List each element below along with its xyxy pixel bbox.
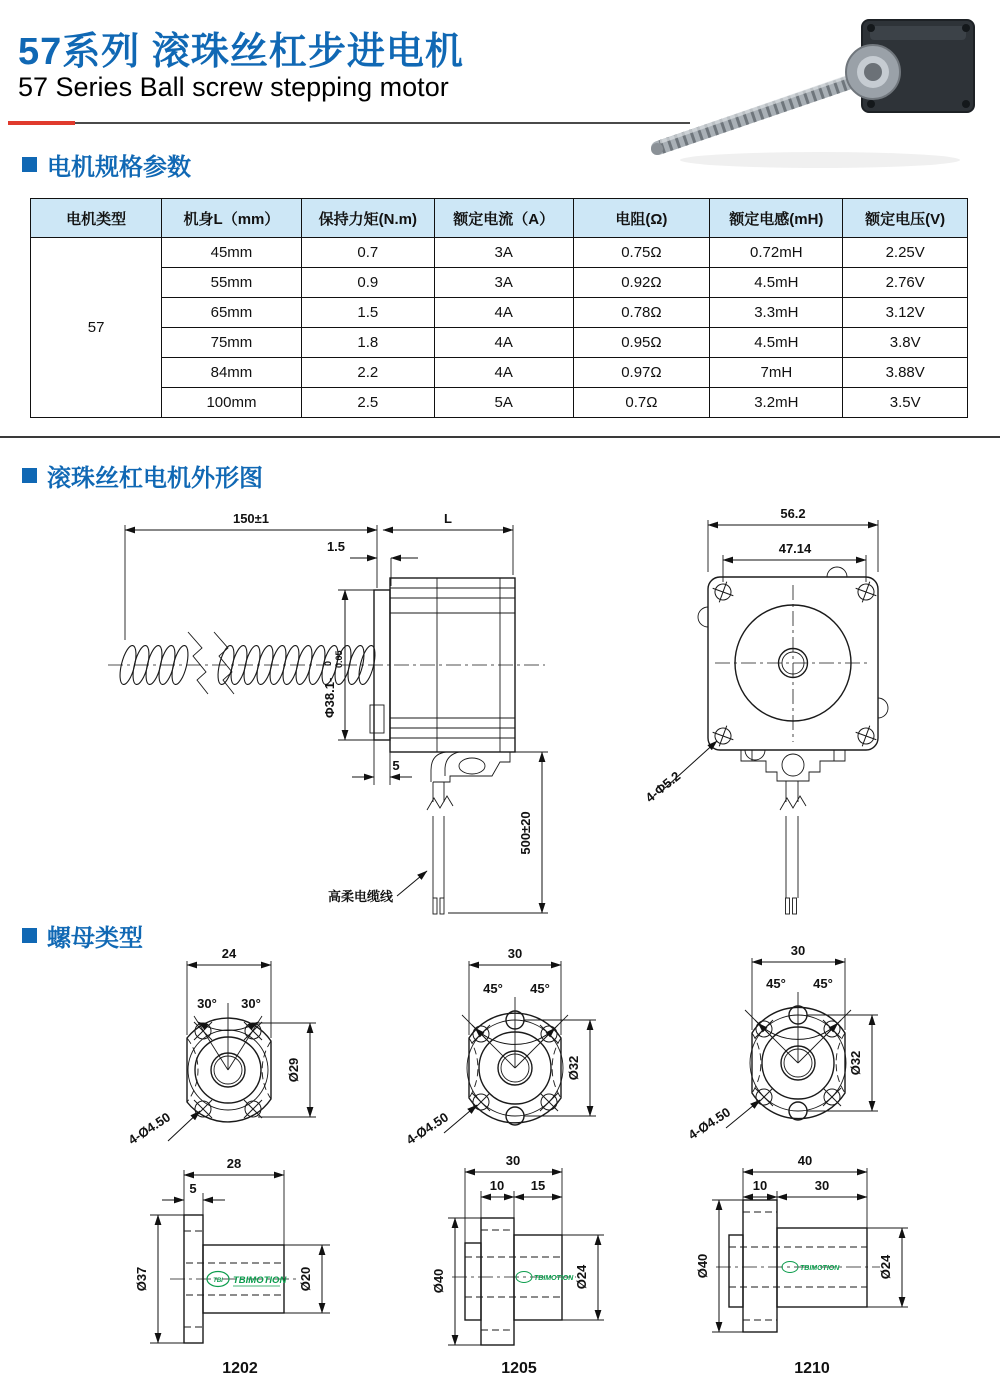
svg-text:0: 0 xyxy=(323,660,333,666)
nut-1210-side-view xyxy=(695,1153,908,1377)
table-cell: 4A xyxy=(434,328,573,358)
nut1-dim-holes: 4-Ø4.50 xyxy=(125,1109,174,1148)
table-header-cell: 电阻(Ω) xyxy=(573,199,710,238)
svg-text:0.05: 0.05 xyxy=(334,650,344,668)
table-cell: 4A xyxy=(434,358,573,388)
product-photo xyxy=(630,8,990,173)
section-title-outline xyxy=(22,458,263,493)
nut-1202-front-view xyxy=(125,946,316,1148)
nut-1202-side-view xyxy=(134,1156,330,1377)
table-cell: 4.5mH xyxy=(710,268,843,298)
section-title-specs-label: 电机规格参数 xyxy=(47,154,191,181)
table-cell: 2.5 xyxy=(301,388,434,418)
table-cell: 75mm xyxy=(162,328,302,358)
table-cell: 3.12V xyxy=(843,298,968,328)
table-cell: 3.88V xyxy=(843,358,968,388)
nut2-dim-length: 30 xyxy=(505,1153,521,1168)
logo-text: TBIMOTION xyxy=(233,1275,287,1286)
table-cell: 4.5mH xyxy=(710,328,843,358)
nut1-dim-bolt-circle: Ø29 xyxy=(286,1057,301,1083)
table-cell: 0.9 xyxy=(301,268,434,298)
table-row xyxy=(31,298,968,328)
outline-side-view xyxy=(108,511,548,914)
dim-front-width: 56.2 xyxy=(780,506,806,521)
nut3-dim-width: 30 xyxy=(790,945,806,958)
nut2-dim-flange-od: Ø40 xyxy=(431,1268,446,1294)
nut1-dim-body-od: Ø20 xyxy=(298,1266,313,1292)
nut2-dim-body-od: Ø24 xyxy=(574,1264,589,1290)
table-header-row xyxy=(31,199,968,238)
table-cell: 0.97Ω xyxy=(573,358,710,388)
table-cell: 3.5V xyxy=(843,388,968,418)
nut2-dim-width: 30 xyxy=(507,946,523,961)
nut1-dim-length: 28 xyxy=(226,1156,242,1171)
nut3-dim-seg2: 30 xyxy=(814,1178,830,1193)
table-cell: 1.8 xyxy=(301,328,434,358)
section-bullet-icon xyxy=(22,157,37,172)
table-cell: 3A xyxy=(434,238,573,268)
dim-spacer: 1.5 xyxy=(326,539,346,554)
nut3-model-label: 1210 xyxy=(794,1360,830,1377)
nut1-dim-flange-t: 5 xyxy=(189,1181,197,1196)
table-cell: 3.2mH xyxy=(710,388,843,418)
table-header-cell: 额定电感(mH) xyxy=(710,199,843,238)
table-row xyxy=(31,358,968,388)
nut3-dim-holes: 4-Ø4.50 xyxy=(685,1104,734,1143)
table-cell: 2.25V xyxy=(843,238,968,268)
nut2-dim-bolt-circle: Ø32 xyxy=(566,1055,581,1081)
header-divider-line xyxy=(8,122,690,124)
nut3-dim-bolt-circle: Ø32 xyxy=(848,1050,863,1076)
dim-hole-pitch: 47.14 xyxy=(778,541,812,556)
table-cell: 0.7 xyxy=(301,238,434,268)
section-title-outline-label: 滚珠丝杠电机外形图 xyxy=(47,465,263,492)
table-cell: 0.75Ω xyxy=(573,238,710,268)
table-cell: 0.72mH xyxy=(710,238,843,268)
tbimotion-logo xyxy=(782,1262,840,1273)
dim-body-length: L xyxy=(444,511,452,526)
table-cell: 2.76V xyxy=(843,268,968,298)
table-cell: 5A xyxy=(434,388,573,418)
nut2-model-label: 1205 xyxy=(501,1360,537,1377)
table-cell: 84mm xyxy=(162,358,302,388)
table-row xyxy=(31,238,968,268)
table-header-cell: 电机类型 xyxy=(31,199,162,238)
cable-label: 高柔电缆线 xyxy=(327,889,393,904)
table-cell: 3A xyxy=(434,268,573,298)
logo-abbr: TBI xyxy=(213,1278,223,1284)
nut2-dim-seg1: 10 xyxy=(489,1178,505,1193)
nut3-dim-flange-od: Ø40 xyxy=(695,1253,710,1279)
nut3-angle-left: 45° xyxy=(766,976,786,991)
nut-1205-side-view xyxy=(431,1153,604,1377)
tbimotion-logo xyxy=(207,1272,287,1287)
table-header-cell: 机身L（mm） xyxy=(162,199,302,238)
table-cell: 4A xyxy=(434,298,573,328)
table-cell: 0.92Ω xyxy=(573,268,710,298)
dim-screw-length: 150±1 xyxy=(232,511,270,526)
table-cell: 3.8V xyxy=(843,328,968,358)
nut2-angle-right: 45° xyxy=(530,981,550,996)
table-row xyxy=(31,268,968,298)
logo-text: TBIMOTION xyxy=(534,1275,574,1282)
section-bullet-icon xyxy=(22,928,37,943)
nut3-angle-right: 45° xyxy=(813,976,833,991)
nut2-dim-holes: 4-Ø4.50 xyxy=(403,1109,452,1148)
table-cell: 1.5 xyxy=(301,298,434,328)
nut-drawings xyxy=(0,945,1000,1387)
nut-1205-front-view xyxy=(403,946,596,1148)
logo-text: TBIMOTION xyxy=(800,1265,840,1272)
motor-type-cell: 57 xyxy=(31,238,162,418)
page-title-cn: 57系列 滚珠丝杠步进电机 xyxy=(18,31,464,73)
nut1-dim-width: 24 xyxy=(221,946,237,961)
nut3-dim-body-od: Ø24 xyxy=(878,1254,893,1280)
table-header-cell: 额定电流（A） xyxy=(434,199,573,238)
section-title-specs xyxy=(22,147,191,182)
table-row xyxy=(31,328,968,358)
table-cell: 0.95Ω xyxy=(573,328,710,358)
table-cell: 7mH xyxy=(710,358,843,388)
header-divider-accent xyxy=(8,121,75,125)
table-cell: 0.7Ω xyxy=(573,388,710,418)
outline-drawing xyxy=(0,500,1000,930)
nut1-model-label: 1202 xyxy=(222,1360,258,1377)
page-title-en: 57 Series Ball screw stepping motor xyxy=(18,72,449,102)
table-cell: 2.2 xyxy=(301,358,434,388)
table-row xyxy=(31,388,968,418)
table-cell: 55mm xyxy=(162,268,302,298)
nut2-dim-seg2: 15 xyxy=(530,1178,546,1193)
table-cell: 3.3mH xyxy=(710,298,843,328)
section-bullet-icon xyxy=(22,468,37,483)
table-cell: 45mm xyxy=(162,238,302,268)
table-cell: 100mm xyxy=(162,388,302,418)
table-cell: 0.78Ω xyxy=(573,298,710,328)
section-title-nut-label: 螺母类型 xyxy=(47,925,143,952)
nut2-angle-left: 45° xyxy=(483,981,503,996)
table-header-cell: 保持力矩(N.m) xyxy=(301,199,434,238)
spec-table xyxy=(30,198,968,418)
table-header-cell: 额定电压(V) xyxy=(843,199,968,238)
nut3-dim-seg1: 10 xyxy=(752,1178,768,1193)
table-cell: 65mm xyxy=(162,298,302,328)
nut1-dim-flange-od: Ø37 xyxy=(134,1266,149,1292)
dim-cable-length: 500±20 xyxy=(518,811,533,855)
nut1-angle-right: 30° xyxy=(241,996,261,1011)
section-divider-line xyxy=(0,436,1000,438)
svg-text:Φ38.1-: Φ38.1- xyxy=(322,677,337,718)
dim-mount-holes: 4-Φ5.2 xyxy=(642,768,684,806)
dim-boss-height: 5 xyxy=(392,758,400,773)
outline-front-view xyxy=(642,506,888,914)
nut3-dim-length: 40 xyxy=(797,1153,813,1168)
nut1-angle-left: 30° xyxy=(197,996,217,1011)
nut-1210-front-view xyxy=(685,945,878,1143)
